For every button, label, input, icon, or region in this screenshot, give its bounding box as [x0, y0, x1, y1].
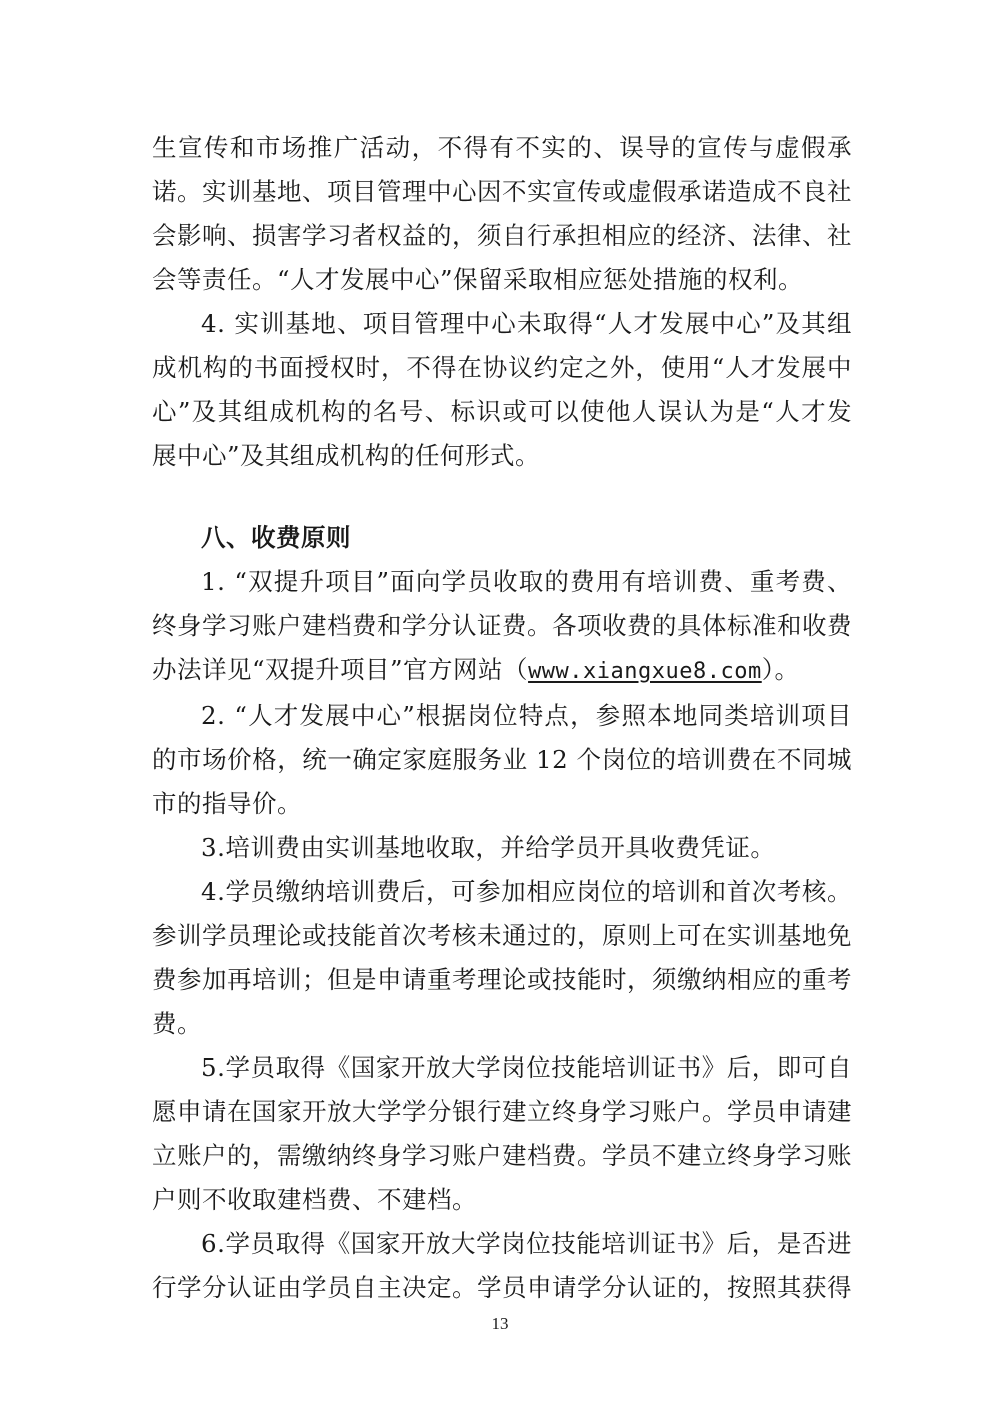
paragraph-7-3-continued: 生宣传和市场推广活动，不得有不实的、误导的宣传与虚假承诺。实训基地、项目管理中心因不实宣传或虚假承诺造成不良社会影响、损害学习者权益的，须自行承担相应的经济、法律、社会等责任。“人才发展中心”保留采取相应惩处措施的权利。: [152, 133, 852, 294]
paragraph-8-2: 2. “人才发展中心”根据岗位特点，参照本地同类培训项目的市场价格，统一确定家庭服务业 12 个岗位的培训费在不同城市的指导价。: [152, 701, 852, 818]
paragraph-8-1-text: 1. “双提升项目”面向学员收取的费用有培训费、重考费、终身学习账户建档费和学分认证费。各项收费的具体标准和收费办法详见“双提升项目”官方网站（: [152, 567, 852, 684]
paragraph-8-1-end: ）。: [761, 655, 800, 684]
paragraph-8-1: [152, 560, 852, 694]
section-8: [152, 516, 852, 1310]
section-8-heading: 八、收费原则: [201, 523, 351, 552]
section-7-continuation: [152, 126, 852, 478]
page-number: 13: [491, 1314, 509, 1333]
paragraph-8-3: 3.培训费由实训基地收取，并给学员开具收费凭证。: [201, 833, 776, 862]
paragraph-8-5: 5.学员取得《国家开放大学岗位技能培训证书》后，即可自愿申请在国家开放大学学分银行建立终身学习账户。学员申请建立账户的，需缴纳终身学习账户建档费。学员不建立终身学习账户则不收取建档费、不建档。: [152, 1053, 852, 1214]
paragraph-8-6: 6.学员取得《国家开放大学岗位技能培训证书》后，是否进行学分认证由学员自主决定。学员申请学分认证的，按照其获得: [152, 1229, 852, 1302]
paragraph-8-4: 4.学员缴纳培训费后，可参加相应岗位的培训和首次考核。参训学员理论或技能首次考核未通过的，原则上可在实训基地免费参加再培训；但是申请重考理论或技能时，须缴纳相应的重考费。: [152, 877, 852, 1038]
paragraph-7-4: 4. 实训基地、项目管理中心未取得“人才发展中心”及其组成机构的书面授权时，不得在协议约定之外，使用“人才发展中心”及其组成机构的名号、标识或可以使他人误认为是“人才发展中心”及其组成机构的任何形式。: [152, 309, 852, 470]
official-website-link[interactable]: www.xiangxue8.com: [528, 659, 762, 684]
